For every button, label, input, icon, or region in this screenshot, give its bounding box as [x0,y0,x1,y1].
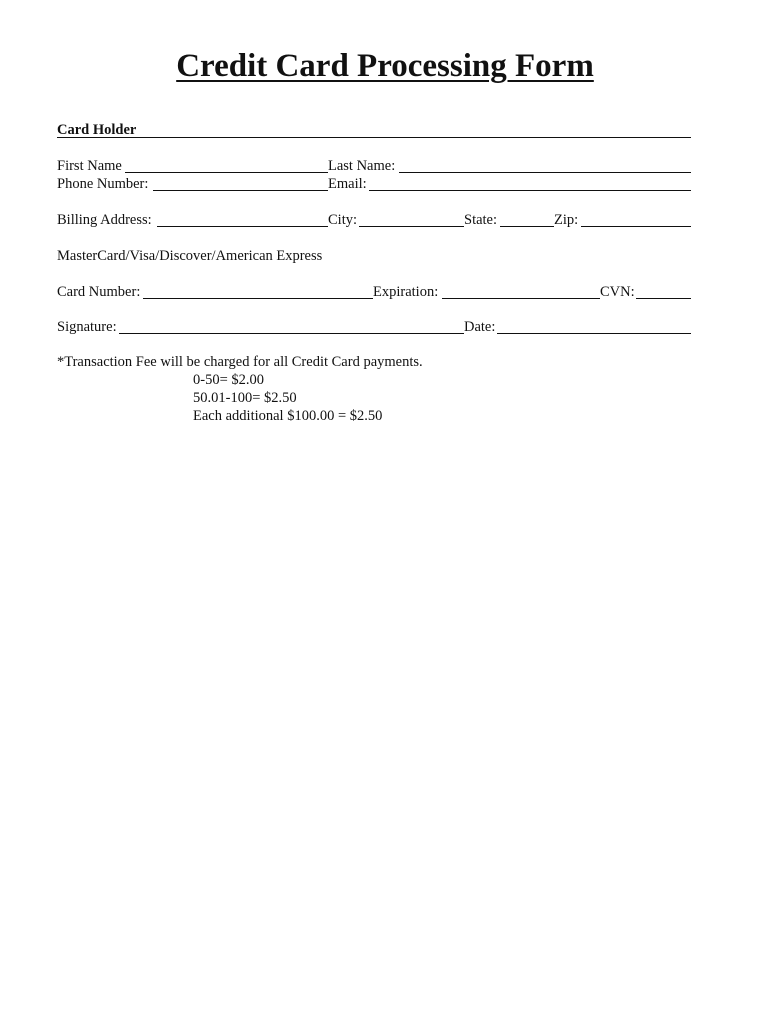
signature-field[interactable] [119,318,464,334]
billing-address-field[interactable] [157,211,328,227]
card-types-text: MasterCard/Visa/Discover/American Express [57,248,323,264]
card-number-field[interactable] [143,283,373,299]
state-label: State: [464,212,498,228]
card-number-label: Card Number: [57,284,141,300]
fee-tier: Each additional $100.00 = $2.50 [193,408,383,424]
card-holder-heading: Card Holder [57,122,137,138]
expiration-field[interactable] [442,283,600,299]
first-name-field[interactable] [125,157,328,173]
cvn-label: CVN: [600,284,635,300]
zip-label: Zip: [554,212,579,228]
fee-tier: 50.01-100= $2.50 [193,390,297,406]
cvn-field[interactable] [636,283,691,299]
fee-tier: 0-50= $2.00 [193,372,265,388]
card-holder-rule [57,137,691,138]
transaction-fee-note: *Transaction Fee will be charged for all Credit Card payments. [57,354,423,370]
billing-address-label: Billing Address: [57,212,152,228]
phone-field[interactable] [153,175,328,191]
signature-label: Signature: [57,319,117,335]
date-label: Date: [464,319,496,335]
first-name-label: First Name [57,158,122,174]
email-label: Email: [328,176,367,192]
form-title: Credit Card Processing Form [176,48,594,84]
state-field[interactable] [500,211,554,227]
expiration-label: Expiration: [373,284,439,300]
zip-field[interactable] [581,211,691,227]
city-label: City: [328,212,358,228]
city-field[interactable] [359,211,464,227]
phone-label: Phone Number: [57,176,149,192]
date-field[interactable] [497,318,691,334]
email-field[interactable] [369,175,691,191]
last-name-label: Last Name: [328,158,396,174]
last-name-field[interactable] [399,157,691,173]
